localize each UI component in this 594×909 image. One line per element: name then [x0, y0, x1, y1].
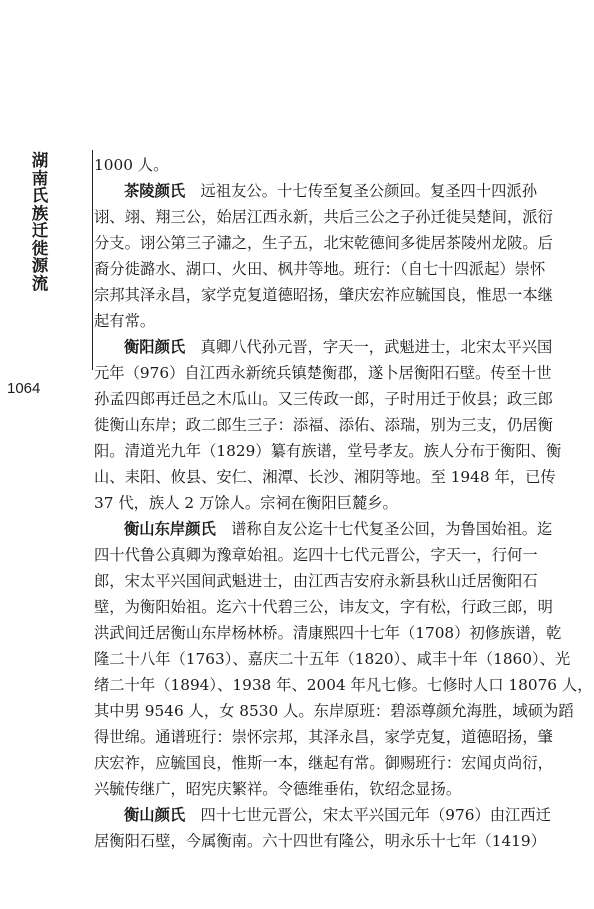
text-line: 居衡阳石壁，今属衡南。六十四世有隆公，明永乐十七年（1419） — [94, 832, 546, 850]
side-title-char: 源 — [31, 256, 49, 275]
text-line: 元年（976）自江西永新统兵镇楚衡郡，遂卜居衡阳石壁。传至十世 — [94, 364, 552, 382]
text-line: 衡山颜氏 四十七世元晋公，宋太平兴国元年（976）由江西迁 — [124, 806, 551, 824]
page-number: 1064 — [7, 380, 41, 397]
text-line: 绪二十年（1894）、1938 年、2004 年凡七修。七修时人口 18076 人， — [94, 676, 593, 694]
text-line: 衡阳颜氏 真卿八代孙元晋，字天一，武魁进士，北宋太平兴国 — [124, 338, 553, 356]
text-line: 宗邦其泽永昌，家学克复道德昭扬，肇庆宏祚应毓国良，惟思一本继 — [94, 286, 553, 304]
text-line: 起有常。 — [94, 312, 156, 330]
text-line: 四十代鲁公真卿为豫章始祖。迄四十七代元晋公，字天一，行何一 — [94, 546, 538, 564]
section-heading: 茶陵颜氏 — [124, 182, 186, 200]
text-line: 洪武间迁居衡山东岸杨林桥。清康熙四十七年（1708）初修族谱，乾 — [94, 624, 562, 642]
section-heading: 衡山颜氏 — [124, 806, 186, 824]
side-title-char: 流 — [31, 273, 49, 293]
text-line: 诩、翊、翔三公，始居江西永新，共后三公之子孙迁徙吴楚间，派衍 — [94, 208, 553, 226]
side-title-char: 南 — [31, 168, 49, 188]
side-title-char: 族 — [31, 203, 49, 223]
paragraph — [94, 152, 524, 178]
side-title-char: 徙 — [31, 238, 49, 258]
text-line: 1000 人。 — [94, 156, 169, 174]
text-line: 庆宏祚，应毓国良，惟斯一本，继起有常。御赐班行：宏闻贞尚衍， — [94, 754, 553, 772]
side-title-char: 湖 — [31, 151, 49, 170]
body-text — [94, 152, 593, 854]
text-line: 得世绵。通谱班行：崇怀宗邦，其泽永昌，家学克复，道德昭扬，肇 — [94, 728, 553, 746]
paragraph — [94, 516, 593, 802]
text-line: 其中男 9546 人，女 8530 人。东岸原班：碧添尊颜允海胜，域硕为蹈 — [94, 702, 574, 720]
section-heading: 衡阳颜氏 — [124, 338, 186, 356]
text-line: 山、耒阳、攸县、安仁、湘潭、长沙、湘阴等地。至 1948 年，已传 — [94, 468, 556, 486]
side-title-char: 氏 — [31, 186, 49, 205]
text-line: 兴毓传继广，昭宪庆繁祥。令德维垂佑，钦绍念显扬。 — [94, 780, 462, 798]
text-line: 孙孟四郎再迁邑之木瓜山。又三传政一郎，子时用迁于攸县；政三郎 — [94, 390, 553, 408]
margin-rule — [92, 150, 93, 370]
text-line: 隆二十八年（1763）、嘉庆二十五年（1820）、咸丰十年（1860）、光 — [94, 650, 571, 668]
paragraph — [94, 334, 562, 516]
side-title — [29, 152, 51, 292]
text-line: 茶陵颜氏 远祖友公。十七传至复圣公颜回。复圣四十四派孙 — [124, 182, 538, 200]
text-line: 分支。诩公第三子潚之，生子五，北宋乾德间多徙居茶陵州龙陂。后 — [94, 234, 553, 252]
paragraph — [94, 802, 551, 854]
text-line: 阳。清道光九年（1829）纂有族谱，堂号孝友。族人分布于衡阳、衡 — [94, 442, 562, 460]
text-line: 37 代，族人 2 万馀人。宗祠在衡阳巨麓乡。 — [94, 494, 398, 512]
side-title-char: 迁 — [31, 221, 49, 240]
text-line: 衡山东岸颜氏 谱称自友公迄十七代复圣公回，为鲁国始祖。迄 — [124, 520, 553, 538]
text-line: 裔分徙潞水、湖口、火田、枫井等地。班行：（自七十四派起）崇怀 — [94, 260, 546, 278]
text-line: 壁，为衡阳始祖。迄六十代碧三公，讳友文，字有松，行政三郎，明 — [94, 598, 553, 616]
text-line: 徙衡山东岸；政二郎生三子：添福、添佑、添瑞，别为三支，仍居衡 — [94, 416, 553, 434]
text-line: 郎，宋太平兴国间武魁进士，由江西吉安府永新县秋山迁居衡阳石 — [94, 572, 538, 590]
section-heading: 衡山东岸颜氏 — [124, 520, 216, 538]
paragraph — [94, 178, 553, 334]
